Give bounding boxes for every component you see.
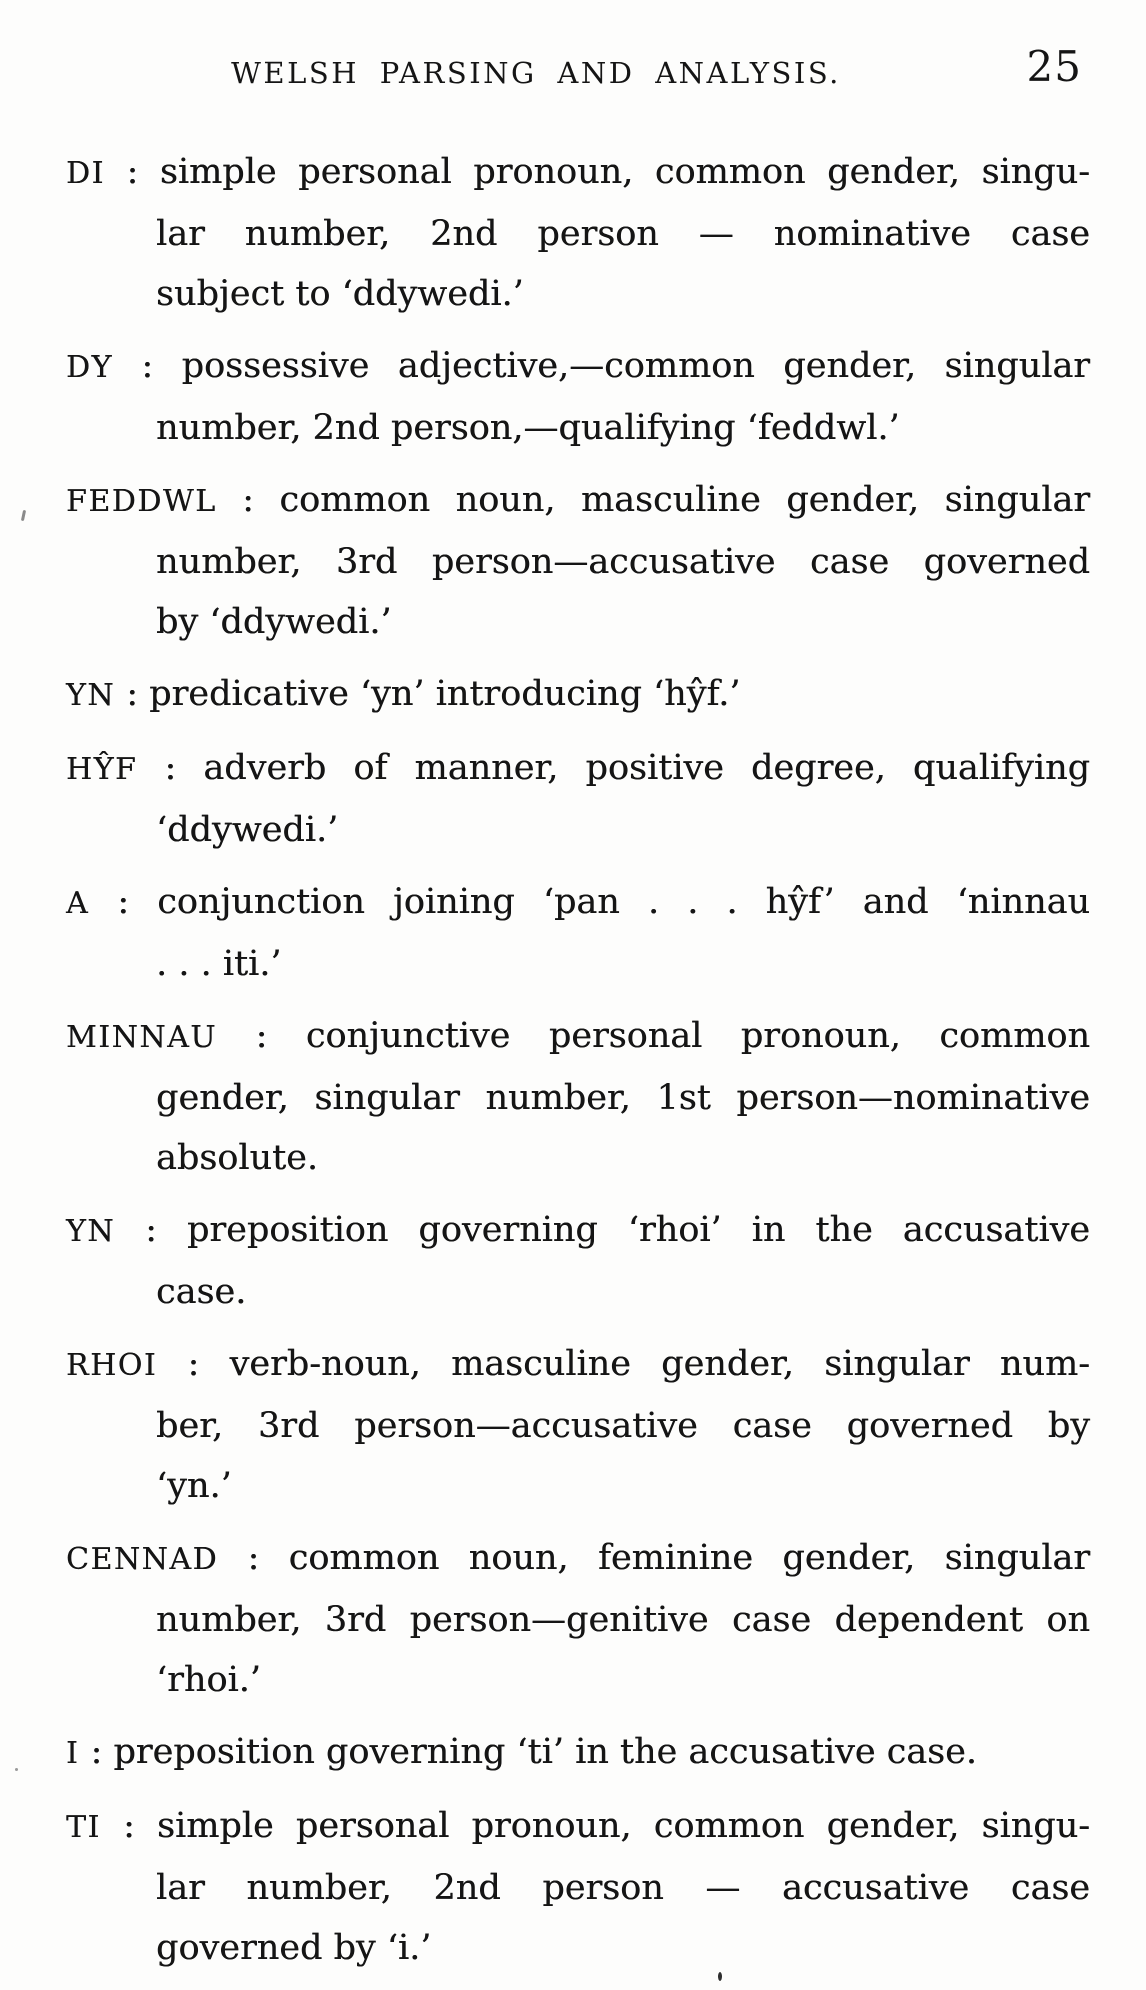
page-title: WELSH PARSING AND ANALYSIS. — [231, 56, 841, 90]
entry-separator: : — [79, 1732, 114, 1772]
entry-line: by ‘ddywedi.’ — [156, 602, 392, 642]
entry-line: DY : possessive adjective,—common gender, singular — [66, 346, 1090, 386]
parsing-entry — [66, 336, 1090, 458]
entry-separator: : — [137, 748, 204, 788]
entry-line: case. — [156, 1272, 247, 1312]
entry-term: CENNAD — [66, 1542, 219, 1577]
entry-line: ‘ddywedi.’ — [156, 810, 339, 850]
entry-line: FEDDWL : common noun, masculine gender, singular — [66, 480, 1091, 520]
entry-separator: : — [115, 1210, 187, 1250]
page-header — [66, 42, 1090, 98]
parsing-entry — [66, 1796, 1090, 1978]
entry-line: lar number, 2nd person — accusative case — [156, 1868, 1090, 1908]
entry-separator: : — [157, 1344, 230, 1384]
entry-separator: : — [89, 882, 158, 922]
entry-term: HŶF — [66, 752, 138, 787]
entry-term: YN — [66, 1214, 116, 1249]
entry-line: I : preposition governing ‘ti’ in the accusative case. — [66, 1732, 977, 1772]
parsing-entry — [66, 1006, 1090, 1188]
entry-line: YN : predicative ‘yn’ introducing ‘hŷf.’ — [66, 674, 741, 714]
entry-line: gender, singular number, 1st person—nominative — [156, 1078, 1090, 1118]
ink-speck — [718, 1972, 722, 1981]
entry-term: YN — [66, 678, 116, 713]
parsing-entry — [66, 664, 1090, 726]
entry-separator: : — [115, 674, 150, 714]
entry-line: RHOI : verb-noun, masculine gender, singular num- — [66, 1344, 1090, 1384]
entry-line: HŶF : adverb of manner, positive degree, qualifying — [66, 748, 1090, 788]
entry-line: ‘rhoi.’ — [156, 1660, 261, 1700]
entry-line: A : conjunction joining ‘pan . . . hŷf’ and ‘ninnau — [66, 882, 1090, 922]
entry-line: number, 3rd person—genitive case dependent on — [156, 1600, 1090, 1640]
entry-separator: : — [100, 1806, 158, 1846]
parsing-entries — [66, 142, 1090, 1978]
entry-term: RHOI — [66, 1348, 158, 1383]
entry-separator: : — [112, 346, 182, 386]
entry-line: subject to ‘ddywedi.’ — [156, 274, 524, 314]
parsing-entry — [66, 142, 1090, 324]
entry-line: absolute. — [156, 1138, 318, 1178]
entry-line: TI : simple personal pronoun, common gender, singu- — [66, 1806, 1091, 1846]
entry-separator: : — [104, 152, 160, 192]
entry-line: . . . iti.’ — [156, 944, 282, 984]
entry-line: YN : preposition governing ‘rhoi’ in the accusative — [66, 1210, 1090, 1250]
entry-line: governed by ‘i.’ — [156, 1928, 432, 1968]
parsing-entry — [66, 872, 1090, 994]
page-number: 25 — [1026, 42, 1082, 91]
ink-speck — [15, 1768, 18, 1771]
entry-separator: : — [217, 1016, 306, 1056]
entry-term: TI — [66, 1810, 101, 1845]
entry-term: A — [66, 886, 90, 921]
entry-separator: : — [216, 480, 280, 520]
parsing-entry — [66, 1334, 1090, 1516]
parsing-entry — [66, 1722, 1090, 1784]
parsing-entry — [66, 1200, 1090, 1322]
entry-line: MINNAU : conjunctive personal pronoun, common — [66, 1016, 1090, 1056]
parsing-entry — [66, 470, 1090, 652]
parsing-entry — [66, 738, 1090, 860]
entry-term: MINNAU — [66, 1020, 218, 1055]
entry-term: DI — [66, 156, 105, 191]
entry-line: CENNAD : common noun, feminine gender, singular — [66, 1538, 1091, 1578]
entry-line: ‘yn.’ — [156, 1466, 232, 1506]
entry-separator: : — [218, 1538, 289, 1578]
entry-line: number, 2nd person,—qualifying ‘feddwl.’ — [156, 408, 900, 448]
entry-line: ber, 3rd person—accusative case governed by — [156, 1406, 1090, 1446]
entry-line: number, 3rd person—accusative case governed — [156, 542, 1090, 582]
parsing-entry — [66, 1528, 1090, 1710]
entry-line: DI : simple personal pronoun, common gender, singu- — [66, 152, 1091, 192]
entry-term: I — [66, 1736, 80, 1771]
entry-term: FEDDWL — [66, 484, 217, 519]
entry-line: lar number, 2nd person — nominative case — [156, 214, 1090, 254]
entry-term: DY — [66, 350, 113, 385]
